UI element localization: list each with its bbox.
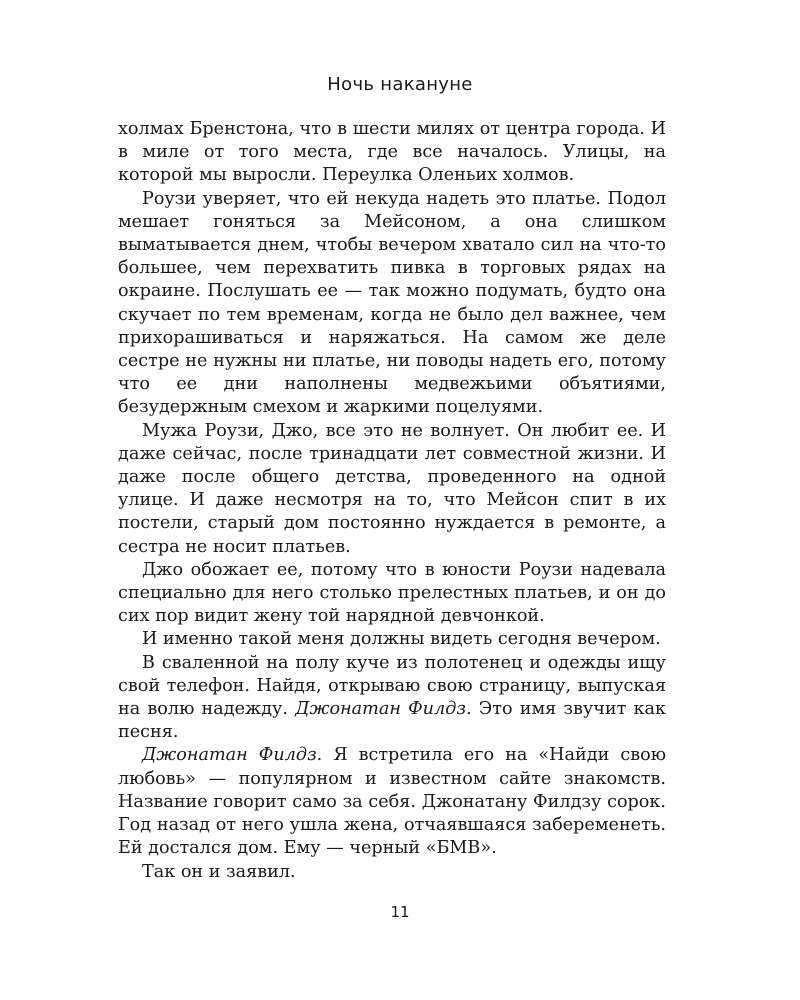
- page-number: 11: [390, 903, 410, 921]
- paragraph-3: Мужа Роузи, Джо, все это не волнует. Он любит ее. И даже сейчас, после тринадцати лет совместной жизни. И даже после общего детства, проведенного на одной улице. И даже несмотря на то, что Мейсон спит в их постели, старый дом постоянно нуждается в ремонте, а сестра не носит платьев.: [118, 420, 666, 557]
- paragraph-5: И именно такой меня должны видеть сегодня вечером.: [142, 629, 661, 650]
- running-head: Ночь накануне: [327, 74, 473, 95]
- page-body-text: [118, 118, 666, 884]
- paragraph-1: холмах Бренстона, что в шести милях от центра города. И в миле от того места, где все началось. Улицы, на которой мы выросли. Переулка Оленьих холмов.: [118, 119, 666, 186]
- paragraph-7: [118, 744, 666, 860]
- paragraph-8: Так он и заявил.: [142, 861, 296, 882]
- paragraph-6-italic-name: Джонатан Филдз.: [295, 699, 472, 720]
- paragraph-6-text-before: В сваленной на полу куче из полотенец и одежды ищу свой телефон. Найдя, открываю свою страницу, выпуская на волю надежду.: [118, 652, 666, 720]
- paragraph-6-text-after: Это имя звучит как песня.: [118, 699, 666, 743]
- paragraph-4: Джо обожает ее, потому что в юности Роузи надевала специально для него столько прелестных платьев, и он до сих пор видит жену той нарядной девчонкой.: [118, 559, 666, 627]
- paragraph-7-text-after: Я встретила его на «Найди свою любовь» — популярном и известном сайте знакомств. Название говорит само за себя. Джонатану Филдзу сорок. Год назад от него ушла жена, отчаявшаяся забеременеть. Ей достался дом. Ему — черный «БМВ».: [118, 745, 667, 859]
- paragraph-7-italic-name: Джонатан Филдз.: [142, 745, 323, 766]
- paragraph-2: Роузи уверяет, что ей некуда надеть это платье. Подол мешает гоняться за Мейсоном, а она слишком выматывается днем, чтобы вечером хватало сил на что-то большее, чем перехватить пивка в торговых рядах на окраине. Послушать ее — так можно подумать, будто она скучает по тем временам, когда не было дел важнее, чем прихорашиваться и наряжаться. На самом же деле сестре не нужны ни платье, ни поводы надеть его, потому что ее дни наполнены медвежьими объятиями, безудержным смехом и жаркими поцелуями.: [118, 188, 666, 418]
- paragraph-6: [118, 652, 666, 745]
